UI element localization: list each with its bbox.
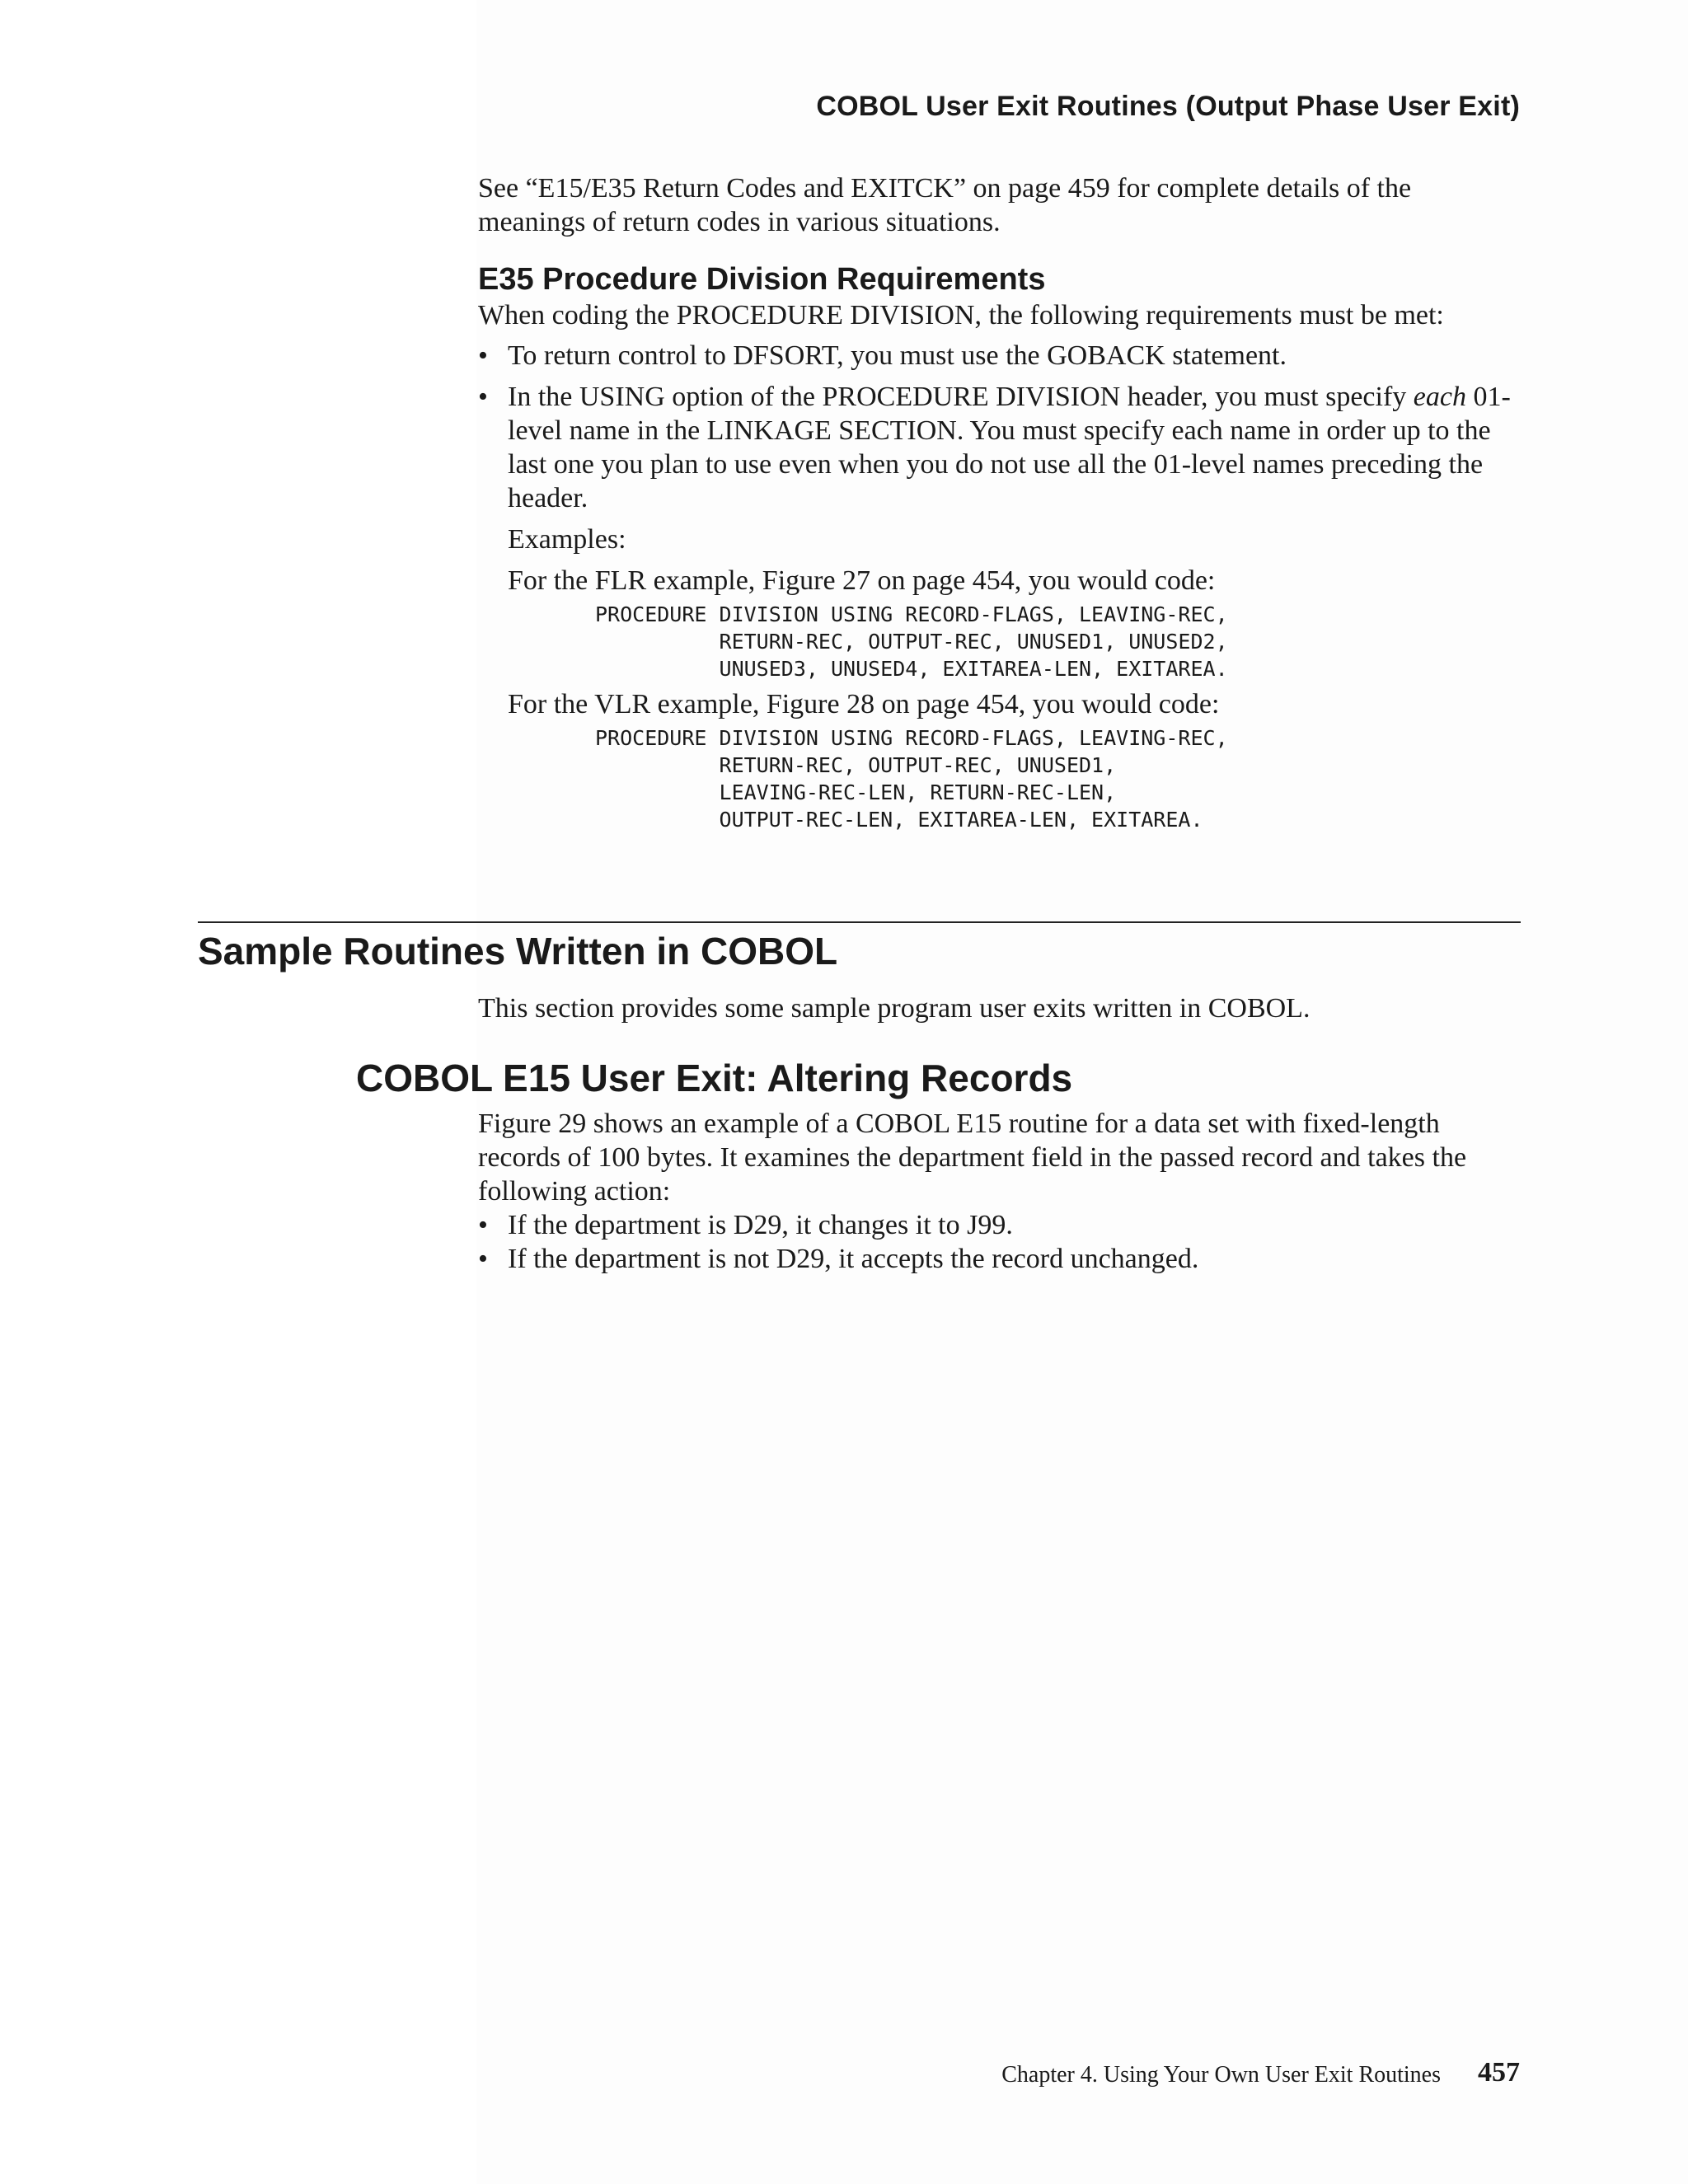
list-item <box>478 1242 1525 1276</box>
e35-section <box>478 260 1525 833</box>
e35-bullet2-italic: each <box>1413 382 1466 412</box>
sample-heading: Sample Routines Written in COBOL <box>198 930 838 972</box>
examples-block <box>478 523 1525 833</box>
e35-heading: E35 Procedure Division Requirements <box>478 262 1046 297</box>
e35-bullet2-pre: In the USING option of the PROCEDURE DIVISION header, you must specify <box>508 382 1407 412</box>
e35-lead: When coding the PROCEDURE DIVISION, the following requirements must be met: <box>478 300 1444 330</box>
running-header: COBOL User Exit Routines (Output Phase User Exit) <box>816 91 1520 122</box>
e15-text: Figure 29 shows an example of a COBOL E15 routine for a data set with fixed-length records of 100 bytes. It examines the department field in the passed record and takes the following action: <box>478 1108 1467 1207</box>
intro-block <box>478 171 1525 239</box>
e15-bullet2-text: If the department is not D29, it accepts the record unchanged. <box>508 1244 1199 1274</box>
bullet-icon: • <box>478 382 488 412</box>
e35-bullet2-post: 01-level name in the LINKAGE SECTION. You must specify each name in order up to the last one you plan to use even when you do not use all the 01-level names preceding the header. <box>508 382 1511 513</box>
sample-text: This section provides some sample program user exits written in COBOL. <box>478 993 1311 1024</box>
intro-paragraph: See “E15/E35 Return Codes and EXITCK” on page 459 for complete details of the meanings of return codes in various situations. <box>478 173 1412 237</box>
bullet-icon: • <box>478 1244 488 1274</box>
sample-section <box>478 991 1525 1025</box>
flr-code-block: PROCEDURE DIVISION USING RECORD-FLAGS, LEAVING-REC, RETURN-REC, OUTPUT-REC, UNUSED1, UNUSED2, UNUSED3, UNUSED4, EXITAREA-LEN, EXITAREA. <box>595 602 1228 681</box>
e15-heading: COBOL E15 User Exit: Altering Records <box>356 1057 1073 1099</box>
list-item <box>478 339 1525 373</box>
section-divider <box>198 921 1521 923</box>
e35-bullet1-text: To return control to DFSORT, you must use the GOBACK statement. <box>508 340 1287 371</box>
footer-chapter: Chapter 4. Using Your Own User Exit Routines <box>1001 2062 1441 2088</box>
page-number: 457 <box>1478 2057 1520 2088</box>
vlr-intro: For the VLR example, Figure 28 on page 454, you would code: <box>508 689 1220 719</box>
examples-label: Examples: <box>508 524 626 555</box>
e15-section <box>478 1107 1525 1276</box>
e15-bullet1-text: If the department is D29, it changes it to J99. <box>508 1210 1013 1240</box>
flr-intro: For the FLR example, Figure 27 on page 454, you would code: <box>508 565 1216 596</box>
e35-bullet-list <box>478 339 1525 515</box>
bullet-icon: • <box>478 340 488 371</box>
e15-bullet-list <box>478 1208 1525 1276</box>
vlr-code-block: PROCEDURE DIVISION USING RECORD-FLAGS, LEAVING-REC, RETURN-REC, OUTPUT-REC, UNUSED1, LEAVING-REC-LEN, RETURN-REC-LEN, OUTPUT-REC-LEN, EXITAREA-LEN, EXITAREA. <box>595 726 1228 832</box>
bullet-icon: • <box>478 1210 488 1240</box>
list-item <box>478 1208 1525 1242</box>
list-item <box>478 380 1525 515</box>
